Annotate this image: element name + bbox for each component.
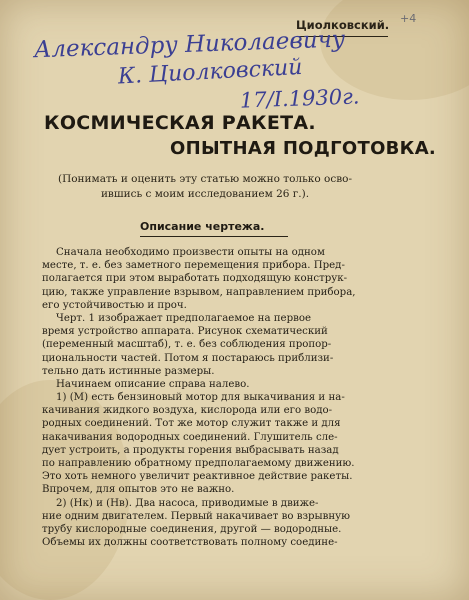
body-line: дует устроить, а продукты горения выбрасывать назад [42, 444, 339, 456]
pencil-mark: +4 [400, 12, 417, 25]
handwritten-date: 17/I.1930г. [239, 84, 360, 113]
body-line: Черт. 1 изображает предполагаемое на первое [56, 312, 312, 324]
body-line: 1) (М) есть бензиновый мотор для выкачивания и на- [56, 392, 345, 404]
body-line: трубу кислородные соединения, другой — водородные. [42, 523, 342, 535]
section-underline [140, 236, 288, 237]
body-text [42, 246, 392, 596]
body-line: время устройство аппарата. Рисунок схематический [42, 326, 328, 338]
body-line: качивания жидкого воздуха, кислорода или его водо- [42, 405, 333, 417]
body-line: (переменный масштаб), т. е. без соблюдения пропор- [42, 339, 332, 351]
author-name: Циолковский. [296, 18, 390, 32]
document-title-line-2: ОПЫТНАЯ ПОДГОТОВКА. [170, 138, 437, 159]
body-line: месте, т. е. без заметного перемещения прибора. Пред- [42, 260, 345, 272]
body-line: накачивания водородных соединений. Глушитель сле- [42, 431, 338, 443]
body-line: Объемы их должны соответствовать полному соедине- [42, 537, 338, 549]
prerequisite-note: (Понимать и оценить эту статью можно только осво- ившись с моим исследованием 26 г.). [57, 173, 353, 200]
body-line: циональности частей. Потом я постараюсь приблизи- [42, 352, 334, 364]
body-line: Это хоть немного увеличит реактивное действие ракеты. [42, 471, 353, 483]
body-line: ние одним двигателем. Первый накачивает во взрывную [42, 510, 351, 522]
body-line: тельно дать истинные размеры. [42, 365, 215, 377]
handwritten-signature: К. Циолковский [117, 54, 303, 90]
body-line: его устойчивостью и проч. [42, 299, 187, 311]
body-line: по направлению обратному предполагаемому движению. [42, 458, 355, 469]
body-line: Сначала необходимо произвести опыты на одном [56, 247, 325, 258]
body-line: полагается при этом выработать подходящую конструк- [42, 273, 348, 285]
handwritten-dedication: Александру Николаевичу [33, 26, 346, 64]
body-line: родных соединений. Тот же мотор служит также и для [42, 418, 341, 430]
body-line: Начинаем описание справа налево. [56, 378, 250, 390]
body-line: цию, также управление взрывом, направлением прибора, [42, 286, 356, 298]
section-heading: Описание чертежа. [140, 220, 265, 233]
document-title-line-1: КОСМИЧЕСКАЯ РАКЕТА. [44, 112, 316, 134]
body-line: Впрочем, для опытов это не важно. [42, 484, 235, 496]
body-line: 2) (Нк) и (Нв). Два насоса, приводимые в движе- [56, 497, 319, 509]
